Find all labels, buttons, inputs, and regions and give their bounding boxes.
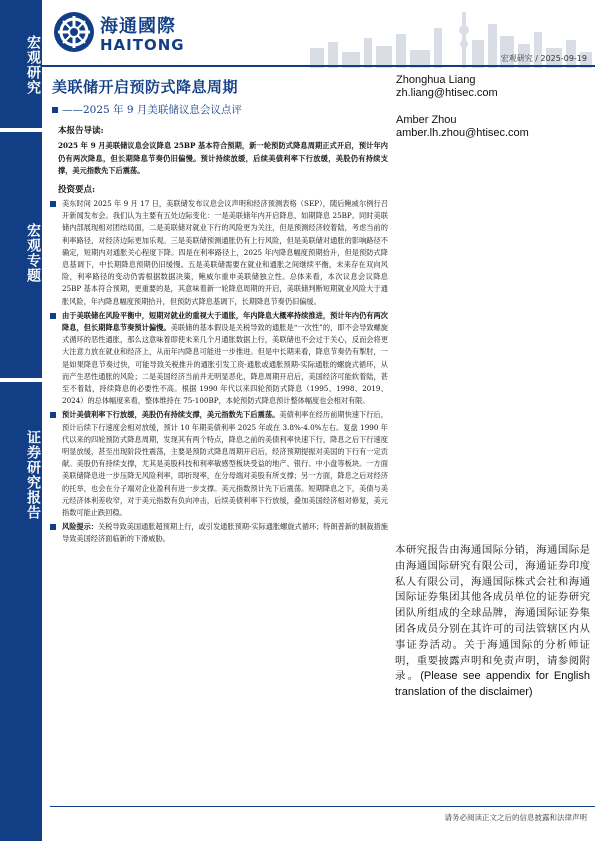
sidebar-label-macro-research: 宏观研究 [25,35,41,95]
disclaimer-chinese: 本研究报告由海通国际分销，海通国际是由海通国际研究有限公司，海通证券印度私人有限公司，海通国际株式会社和海通国际证券集团其他各成员单位的证券研究团队所组成的全球品牌，海通国际证券集团各成员分别在其许可的司法管辖区内从事证券活动。关于海通国际的分析师证明，重要披露声明和免责声明，请参阅附录。 [395,544,590,683]
point-text: 美债利率在经历前期快速下行后，预计后续下行速度会相对放缓，预计 10 年期美债利率 2025 年或在 3.8%-4.0%左右。复盘 1990 年代以来的四轮预防式降息周期，发现其有两个特点，降息之前的美债利率快速下行，降息之后下行速度明显放缓，甚至出现阶段性震荡，主要是预防式降息周期开启后，经济预期提振对美国的下行有一定贡献。美股仍有持续支撑，尤其是美股科技和利率敏感型板块受益的地产、银行、中小盘等板块。一方面美联储降息进一步压降无风险利率，即折现率，在分母端对美股有所支撑；另一方面，降息之后对经济的托举，也会在分子端对企业盈利有进一步支撑。美元指数预计先下后震荡。短期降息之下，美债与美元经济体利差收窄，对于美元指数有负向冲击，后续美债利率下行放缓，叠加美国经济相对修复，美元指数可能止跌回稳。 [62,410,388,518]
square-bullet-icon [50,412,56,418]
distribution-disclaimer [395,543,590,701]
logo-english-name: HAITONG [100,36,185,54]
left-sidebar [0,0,42,841]
summary-point [50,310,388,408]
sidebar-divider [0,128,42,132]
sidebar-label-securities-report: 证券研究报告 [25,430,41,520]
footer-divider [50,806,595,807]
header-divider [42,65,595,67]
author-email[interactable]: zh.liang@htisec.com [396,87,498,99]
author-email[interactable]: amber.lh.zhou@htisec.com [396,127,529,139]
point-lead: 由于美联储在风险平衡中，短期对就业的重视大于通胀，年内降息大概率持续推进，预计年内仍有两次降息，但长期降息节奏预计偏慢。 [62,310,388,333]
logo-chinese-name: 海通國際 [100,16,176,37]
point-lead: 风险提示： [62,522,98,532]
point-lead: 预计美债利率下行放缓，美股仍有持续支撑，美元指数先下后震荡。 [62,410,280,420]
disclaimer-english-note: (Please see appendix for English translation of the disclaimer) [395,670,590,699]
point-text: 关税导致美国通胀超预期上行，或引发通胀预期-实际通胀螺旋式循环；特朗普新的制裁措施导致美国经济面临新的下滑威胁。 [62,522,388,544]
square-bullet-icon [50,201,56,207]
report-subtitle [52,102,242,117]
summary-points [50,198,388,548]
square-bullet-icon [52,107,58,113]
subtitle-text: ——2025 年 9 月美联储议息会议点评 [62,104,242,116]
footer-notice: 请务必阅读正文之后的信息披露和法律声明 [444,813,587,822]
guide-heading: 本报告导读: [58,126,104,136]
point-text: 美联储的基本假设是关税导致的通胀是“一次性”的，即不会导致螺旋式循环的恶性通胀，那么这意味着即使未来几个月通胀数据上行，美联储也不会过于关心，反而会将更大注意力放在就业和经济上，从而年内降息可能进一步推进。但是中长期来看，降息节奏仍有掣肘，一是如果降息节奏过快，可能导致关税推升的通胀引发工资-通胀或通胀预期-实际通胀的螺旋式循环，从而产生恶性通胀的风险；二是美国经济当前并无明显恶化，降息周期开启后，美国经济可能软着陆，甚至不着陆，持续降息的必要性不高。根据 1990 年代以来四轮预防式降息（1995、1998、2019、2024）的总体幅度来看，整体维持在 75-100BP，本轮预防式降息预计整体幅度也会相对有限。 [62,323,388,406]
summary-point [50,198,388,308]
guide-text: 2025 年 9 月美联储议息会议降息 25BP 基本符合预期，新一轮预防式降息周期正式开启，预计年内仍有两次降息，但长期降息节奏仍旧偏慢。预计持续放缓，后续美债利率下行放缓，美股仍有持续支撑，美元指数先下后震荡。 [58,141,388,175]
author-block [396,74,591,100]
point-text: 美东时间 2025 年 9 月 17 日，美联储发布议息会议声明和经济预测表格（SEP），随后鲍威尔例行召开新闻发布会。我们认为主要有五处边际变化：一是美联储年内开启降息，如期降息 25BP。同时美联储内部展现相对团结局面，二是美联储对就业下行的风险更为关注，但是预测经济较着陆，考虑当前的利率路径，对经济边际更加乐观。三是美联储预测通胀仍有上行风险，但是美联储对通胀的影响路径不确定，短期内对通胀关心程度下降。四是在利率路径上，2025 年内降息幅度预期拾升，但是预防式降息基调下，中长期降息预期仍旧缓慢。五是美联储需要在就业和通胀之间继续平衡，未来存在双向风险，利率路径的变动仍需根据数据决策，鲍威尔重申美联储独立性。总体来看，本次议息会议降息 25BP 基本符合预期，更重要的是，其意味着新一轮降息周期的开启，美联储判断短期就业风险大于通胀风险，年内降息幅度预期拾升，但预防式降息基调下，长期降息节奏仍旧偏缓。 [62,199,388,306]
summary-heading: 投资要点: [58,185,96,195]
author-block [396,114,591,140]
square-bullet-icon [50,524,56,530]
report-category-date: 宏观研究 / 2025-09-19 [500,54,587,63]
author-name: Zhonghua Liang [396,74,476,86]
report-title: 美联储开启预防式降息周期 [52,78,239,96]
company-logo [52,10,212,54]
sidebar-label-macro-topic: 宏观专题 [25,223,41,283]
summary-point [50,521,388,545]
square-bullet-icon [50,313,56,319]
sidebar-divider [0,378,42,382]
author-list [396,74,591,154]
haitong-logo-icon [52,10,96,54]
author-name: Amber Zhou [396,114,457,126]
summary-point [50,409,388,519]
